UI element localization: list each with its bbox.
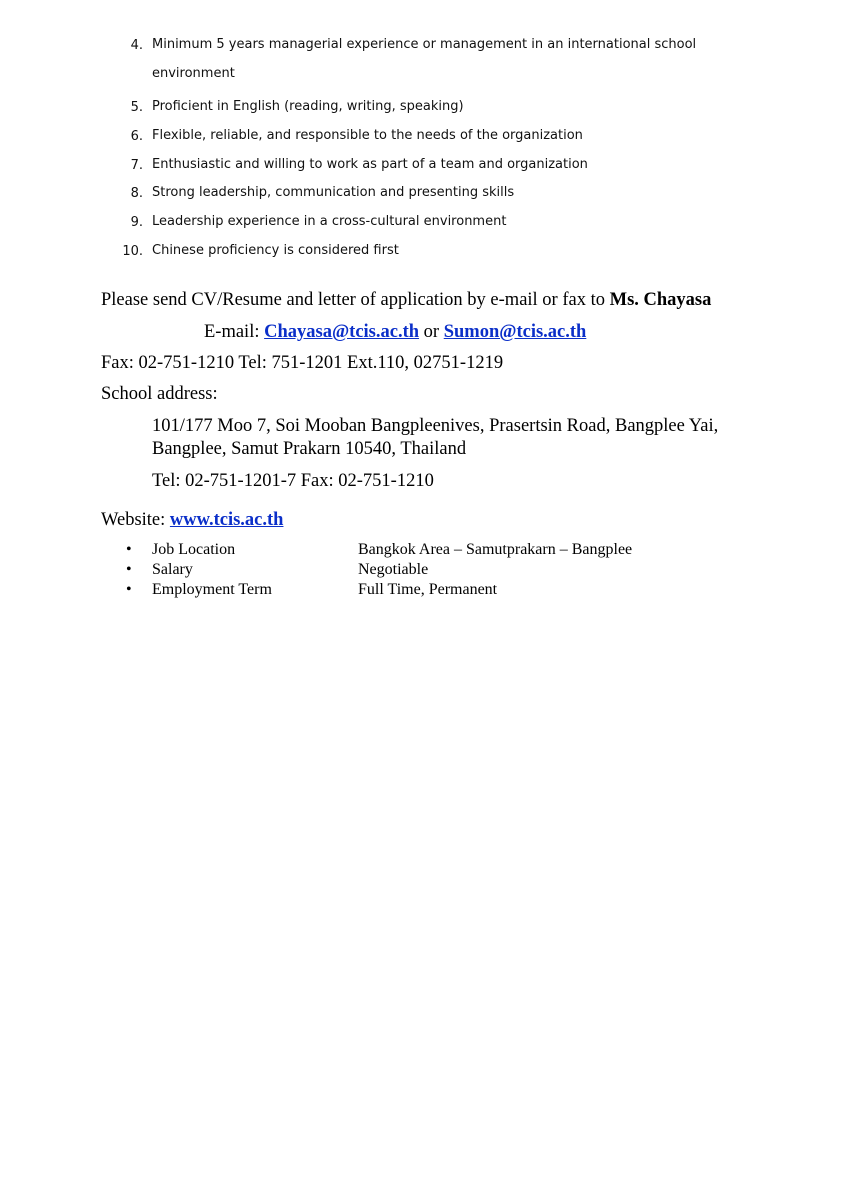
website-label: Website:: [101, 510, 170, 530]
school-tel-fax: Tel: 02-751-1201-7 Fax: 02-751-1210: [152, 471, 434, 491]
requirement-text: Enthusiastic and willing to work as part of a team and organization: [152, 157, 588, 172]
email-link-sumon[interactable]: Sumon@tcis.ac.th: [443, 322, 587, 342]
address-line-1: 101/177 Moo 7, Soi Mooban Bangpleenives, Prasertsin Road, Bangplee Yai,: [152, 416, 719, 436]
requirement-text: Leadership experience in a cross-cultural environment: [152, 214, 507, 229]
bullet-icon: •: [126, 561, 132, 578]
email-separator: or: [419, 322, 444, 342]
requirement-number: 9.: [130, 215, 143, 230]
requirement-number: 4.: [130, 38, 143, 53]
job-detail-label: Employment Term: [152, 581, 272, 598]
job-detail-value: Bangkok Area – Samutprakarn – Bangplee: [358, 541, 633, 558]
requirement-text: Minimum 5 years managerial experience or management in an international school environment: [152, 37, 697, 81]
instruction-text: Please send CV/Resume and letter of application by e-mail or fax to: [101, 290, 610, 310]
email-label: E-mail:: [204, 322, 265, 342]
contact-name: Ms. Chayasa: [609, 290, 712, 310]
requirement-text: Flexible, reliable, and responsible to the needs of the organization: [152, 128, 583, 143]
requirement-text: Strong leadership, communication and presenting skills: [152, 185, 515, 200]
requirement-number: 8.: [130, 186, 143, 201]
requirement-number: 7.: [130, 158, 143, 173]
website-link[interactable]: www.tcis.ac.th: [169, 510, 284, 530]
requirement-number: 5.: [130, 100, 143, 115]
requirement-number: 6.: [130, 129, 143, 144]
application-instruction: [101, 290, 711, 311]
bullet-icon: •: [126, 581, 132, 598]
job-detail-value: Negotiable: [358, 561, 429, 578]
email-link-chayasa[interactable]: Chayasa@tcis.ac.th: [264, 322, 420, 342]
requirement-text: Chinese proficiency is considered first: [152, 243, 399, 258]
address-label: School address:: [101, 384, 218, 404]
bullet-icon: •: [126, 541, 132, 558]
email-line: [204, 322, 586, 343]
fax-tel-line: Fax: 02-751-1210 Tel: 751-1201 Ext.110, 02751-1219: [101, 353, 504, 373]
job-detail-label: Salary: [152, 561, 193, 578]
address-line-2: Bangplee, Samut Prakarn 10540, Thailand: [152, 439, 467, 459]
job-detail-label: Job Location: [152, 541, 236, 558]
job-detail-value: Full Time, Permanent: [358, 581, 498, 598]
requirement-number: 10.: [122, 244, 143, 259]
requirement-text: Proficient in English (reading, writing, speaking): [152, 99, 464, 114]
website-line: [101, 510, 283, 531]
